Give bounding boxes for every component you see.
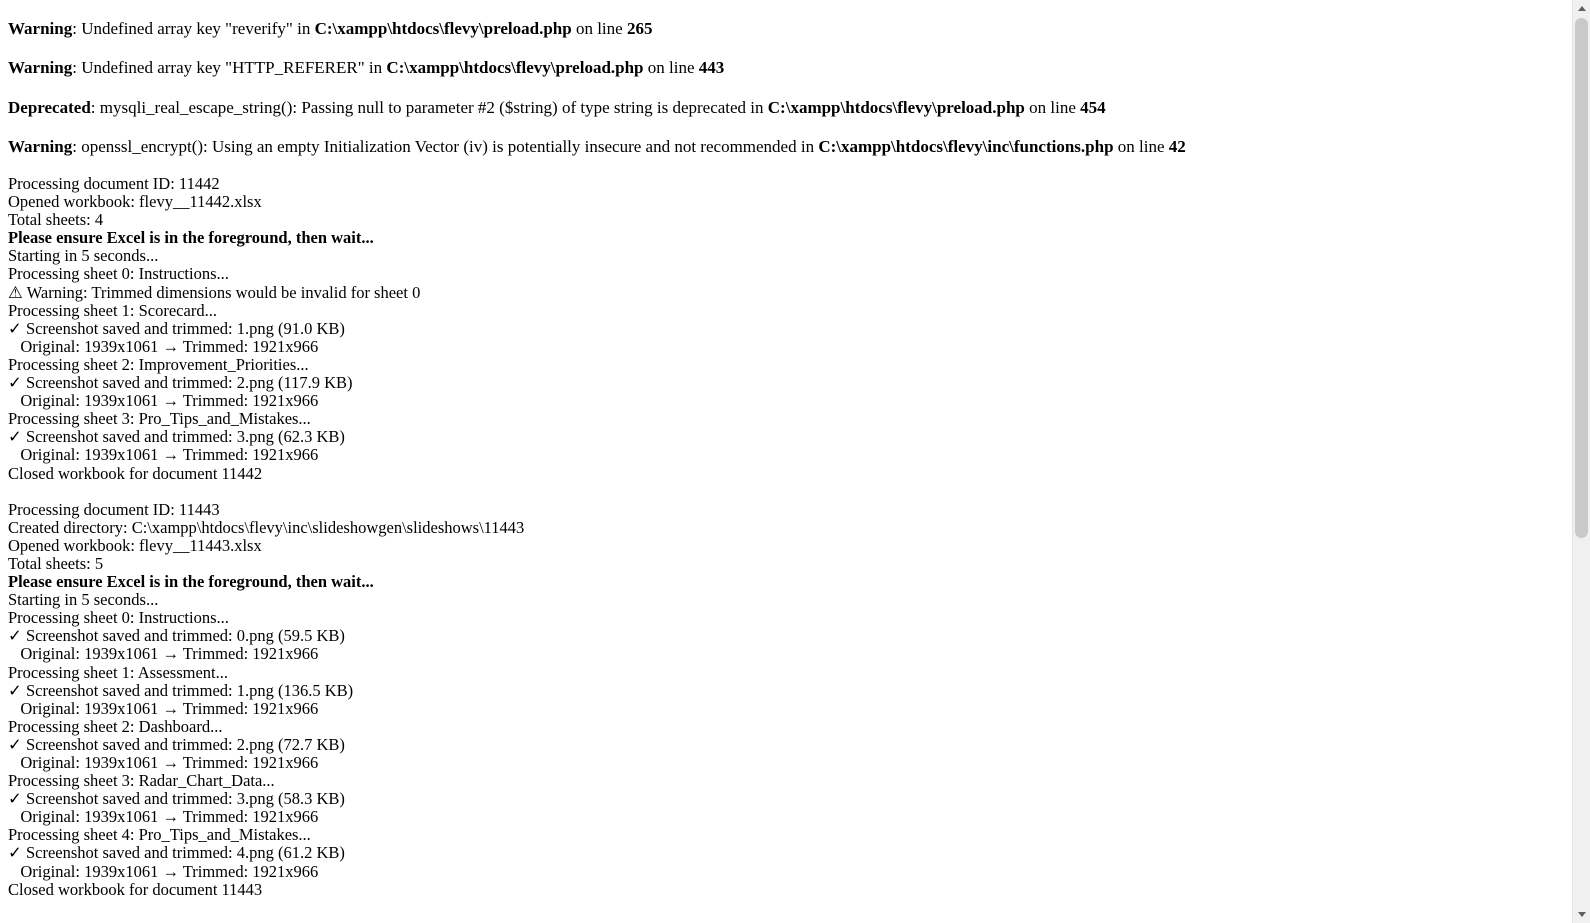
console-line: Original: 1939x1061 → Trimmed: 1921x966 (8, 445, 319, 465)
vertical-scrollbar[interactable] (1572, 0, 1590, 923)
php-notice (8, 18, 1564, 39)
console-line: ✓ Screenshot saved and trimmed: 4.png (61.2 KB) (8, 843, 345, 863)
console-line: Processing sheet 0: Instructions... (8, 608, 229, 628)
console-line: Opened workbook: flevy__11442.xlsx (8, 192, 262, 212)
php-notice-message: : Undefined array key "reverify" in (72, 19, 315, 38)
console-line: Processing sheet 0: Instructions... (8, 264, 229, 284)
console-blank-line (8, 483, 1564, 501)
console-line: Original: 1939x1061 → Trimmed: 1921x966 (8, 753, 319, 772)
console-line: Total sheets: 5 (8, 553, 104, 573)
console-line: ✓ Screenshot saved and trimmed: 0.png (59.5 KB) (8, 626, 345, 646)
console-line: Closed workbook for document 11443 (8, 879, 263, 899)
php-notice (8, 136, 1564, 157)
php-notice-line-number: 42 (1168, 136, 1186, 156)
console-line: Original: 1939x1061 → Trimmed: 1921x966 (8, 861, 319, 881)
php-notice-message: : Undefined array key "HTTP_REFERER" in (72, 58, 387, 78)
console-line: ✓ Screenshot saved and trimmed: 3.png (62.3 KB) (8, 427, 345, 447)
php-notice-online-label: on line (1024, 97, 1081, 117)
console-line: Processing document ID: 11443 (8, 499, 220, 519)
php-notice-level: Warning (8, 136, 73, 156)
console-line: Closed workbook for document 11442 (8, 463, 263, 483)
console-line: Starting in 5 seconds... (8, 590, 159, 610)
console-line: Please ensure Excel is in the foreground, then wait... (8, 572, 374, 592)
console-line: ✓ Screenshot saved and trimmed: 2.png (117.9 KB) (8, 373, 353, 393)
php-notice-line-number: 443 (698, 58, 725, 78)
console-line: Opened workbook: flevy__11443.xlsx (8, 535, 262, 555)
console-line: ✓ Screenshot saved and trimmed: 1.png (136.5 KB) (8, 680, 354, 700)
console-line: Processing sheet 3: Pro_Tips_and_Mistakes... (8, 409, 311, 429)
console-line: Processing sheet 3: Radar_Chart_Data... (8, 771, 275, 791)
php-notice-level: Warning (8, 19, 73, 38)
console-output (8, 175, 1564, 899)
php-notice-file: C:\xampp\htdocs\flevy\preload.php (314, 19, 572, 38)
scroll-down-arrow-icon[interactable] (1573, 906, 1590, 923)
console-line: Processing sheet 2: Dashboard... (8, 716, 223, 736)
console-line: Processing document ID: 11442 (8, 174, 220, 193)
chevron-down-icon (1578, 912, 1586, 917)
console-line: Created directory: C:\xampp\htdocs\flevy\inc\slideshowgen\slideshows\11443 (8, 517, 525, 537)
console-line: Original: 1939x1061 → Trimmed: 1921x966 (8, 644, 319, 664)
php-notice (8, 97, 1564, 118)
console-line: Processing sheet 1: Assessment... (8, 662, 228, 682)
console-line: Processing sheet 4: Pro_Tips_and_Mistakes... (8, 825, 311, 845)
scroll-up-arrow-icon[interactable] (1573, 0, 1590, 17)
php-notice-line-number: 454 (1080, 97, 1106, 117)
php-notice-file: C:\xampp\htdocs\flevy\preload.php (767, 97, 1025, 117)
console-line: Original: 1939x1061 → Trimmed: 1921x966 (8, 807, 319, 827)
php-notice-message: : mysqli_real_escape_string(): Passing null to parameter #2 ($string) of type string is deprecated in (90, 97, 768, 117)
php-notice-file: C:\xampp\htdocs\flevy\preload.php (386, 58, 644, 78)
php-notice-level: Deprecated (8, 97, 91, 117)
php-notice-online-label: on line (571, 19, 627, 38)
php-notice (8, 57, 1564, 78)
console-line: ⚠ Warning: Trimmed dimensions would be invalid for sheet 0 (8, 282, 421, 302)
console-line: ✓ Screenshot saved and trimmed: 2.png (72.7 KB) (8, 734, 345, 754)
php-notice-online-label: on line (1113, 136, 1169, 156)
console-line: Original: 1939x1061 → Trimmed: 1921x966 (8, 391, 319, 411)
php-notice-online-label: on line (643, 58, 699, 78)
php-notice-level: Warning (8, 58, 73, 78)
console-line: Original: 1939x1061 → Trimmed: 1921x966 (8, 336, 319, 356)
console-line: Processing sheet 2: Improvement_Priorities... (8, 354, 309, 374)
php-notice-line-number: 265 (626, 19, 653, 38)
console-line: Starting in 5 seconds... (8, 246, 159, 266)
php-notice-message: : openssl_encrypt(): Using an empty Initialization Vector (iv) is potentially insecure and not recommended in (72, 136, 819, 156)
scrollbar-thumb[interactable] (1575, 18, 1588, 538)
console-line: ✓ Screenshot saved and trimmed: 3.png (58.3 KB) (8, 789, 345, 809)
console-line: Processing sheet 1: Scorecard... (8, 300, 217, 320)
console-line: Original: 1939x1061 → Trimmed: 1921x966 (8, 698, 319, 718)
console-line: Total sheets: 4 (8, 210, 104, 230)
php-notice-file: C:\xampp\htdocs\flevy\inc\functions.php (818, 136, 1114, 156)
php-notice-list (8, 18, 1564, 157)
chevron-up-icon (1578, 6, 1586, 11)
console-line: Please ensure Excel is in the foreground, then wait... (8, 228, 374, 248)
console-line: ✓ Screenshot saved and trimmed: 1.png (91.0 KB) (8, 318, 345, 338)
